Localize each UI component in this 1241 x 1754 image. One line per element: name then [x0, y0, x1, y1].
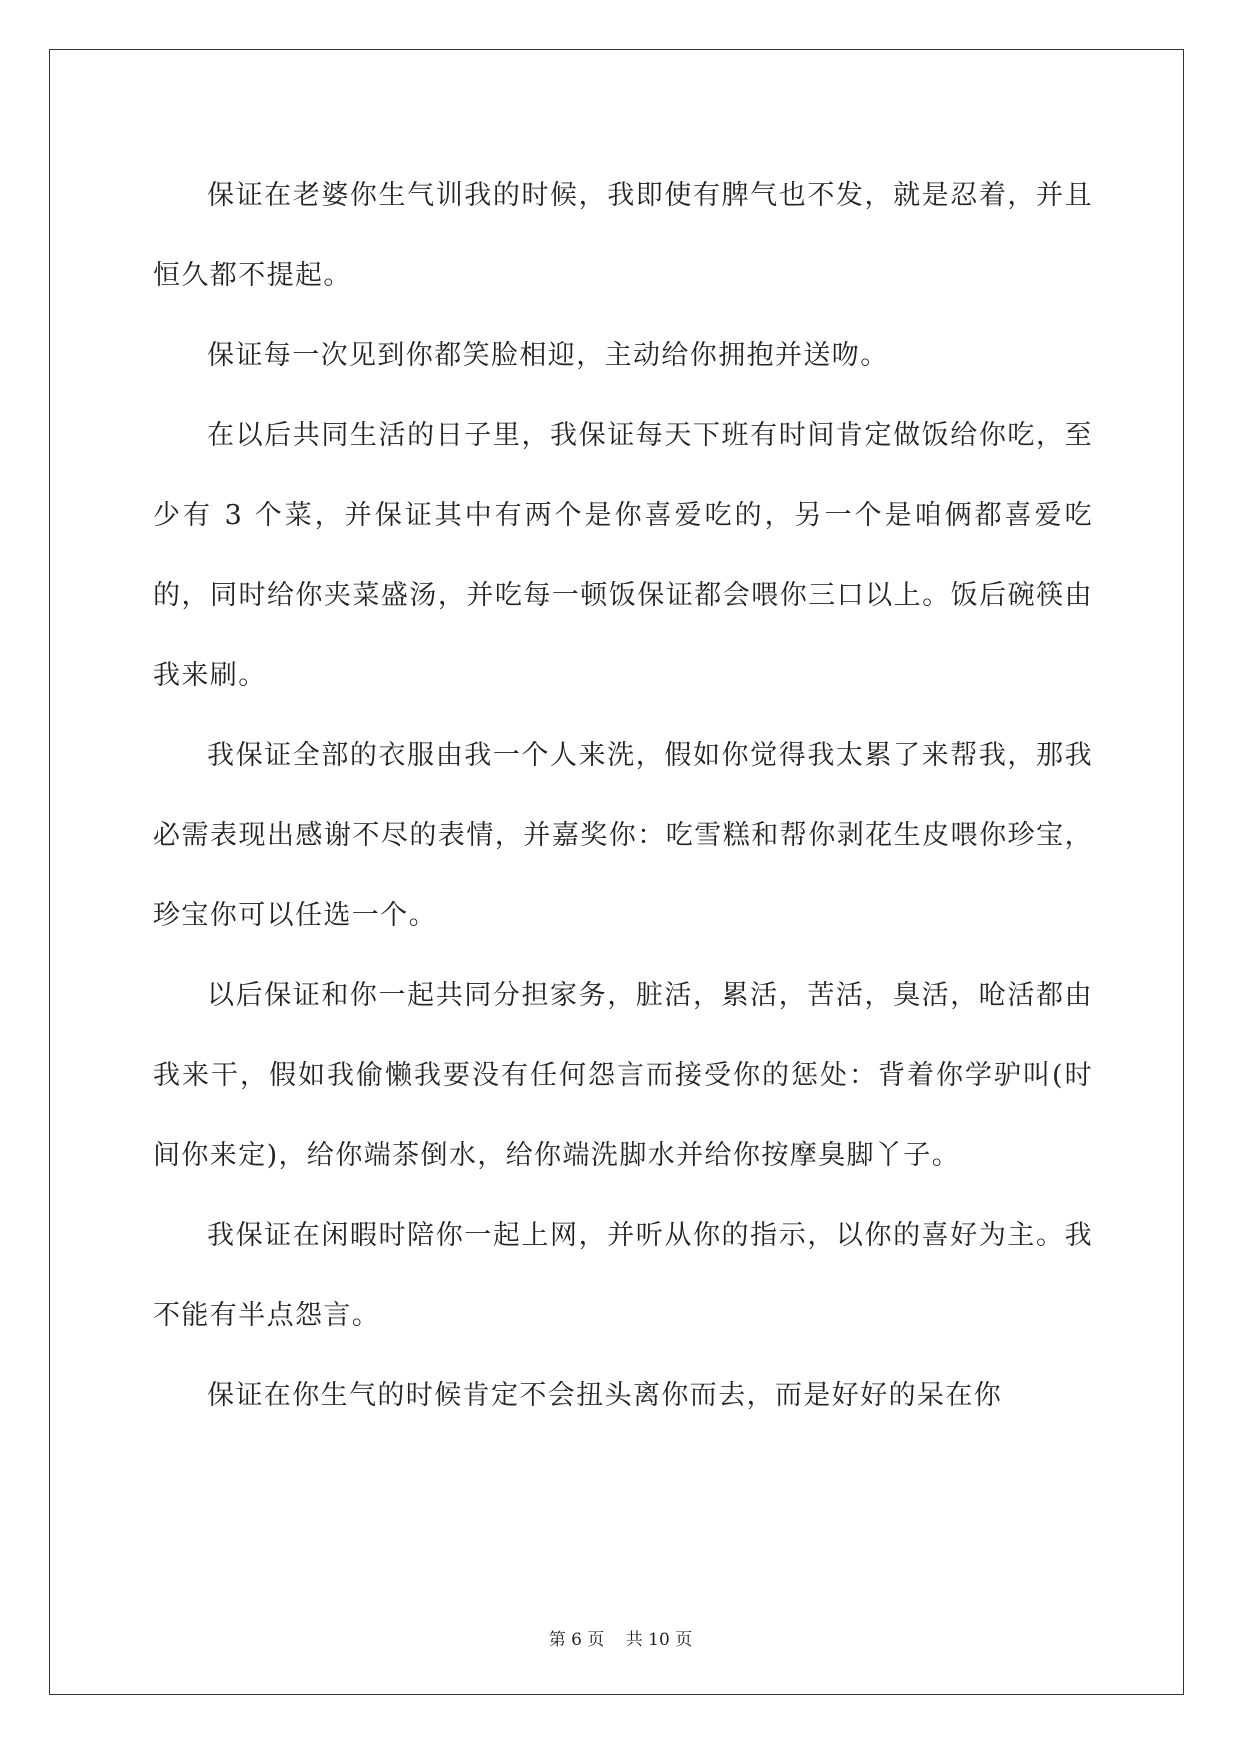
page-number-current: 第 6 页	[548, 1630, 605, 1650]
paragraph: 我保证全部的衣服由我一个人来洗，假如你觉得我太累了来帮我，那我必需表现出感谢不尽的表情，并嘉奖你：吃雪糕和帮你剥花生皮喂你珍宝，珍宝你可以任选一个。	[153, 740, 1093, 931]
paragraph: 我保证在闲暇时陪你一起上网，并听从你的指示，以你的喜好为主。我不能有半点怨言。	[153, 1220, 1093, 1331]
page-number-total: 共 10 页	[625, 1630, 693, 1650]
paragraph: 保证每一次见到你都笑脸相迎，主动给你拥抱并送吻。	[207, 340, 889, 371]
paragraph: 保证在你生气的时候肯定不会扭头离你而去，而是好好的呆在你	[207, 1380, 1003, 1411]
paragraph: 在以后共同生活的日子里，我保证每天下班有时间肯定做饭给你吃，至少有 3 个菜，并保证其中有两个是你喜爱吃的，另一个是咱俩都喜爱吃的，同时给你夹菜盛汤，并吃每一顿饭保证都会喂你三口以上。饭后碗筷由我来刷。	[153, 420, 1093, 691]
document-body	[153, 156, 1093, 1436]
paragraph: 以后保证和你一起共同分担家务，脏活，累活，苦活，臭活，呛活都由我来干，假如我偷懒我要没有任何怨言而接受你的惩处：背着你学驴叫(时间你来定)，给你端茶倒水，给你端洗脚水并给你按摩臭脚丫子。	[153, 980, 1093, 1171]
paragraph: 保证在老婆你生气训我的时候，我即使有脾气也不发，就是忍着，并且恒久都不提起。	[153, 180, 1093, 291]
page-footer	[0, 1625, 1241, 1650]
